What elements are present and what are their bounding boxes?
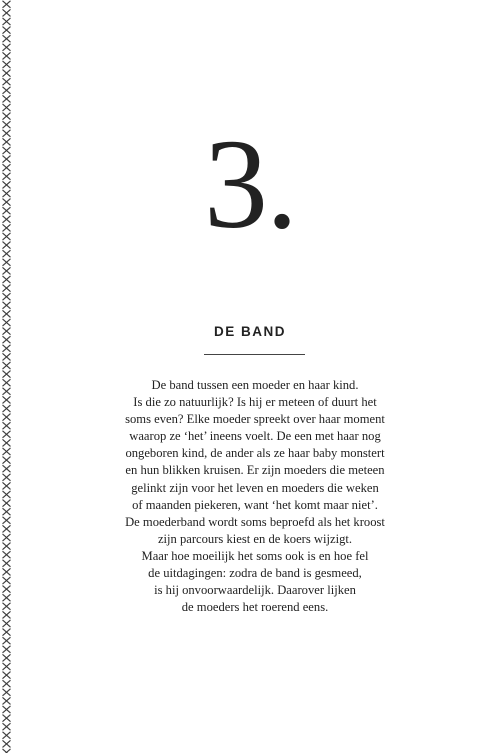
intro-line: zijn parcours kiest en de koers wijzigt. [157,531,353,546]
intro-line: Maar hoe moeilijk het soms ook is en hoe fel [141,548,369,563]
intro-line: ongeboren kind, de ander als ze haar baby monstert [125,446,385,461]
intro-line: waarop ze ‘het’ ineens voelt. De een met haar nog [129,429,381,444]
intro-line: De band tussen een moeder en haar kind. [151,378,359,392]
intro-line: soms even? Elke moeder spreekt over haar moment [125,412,385,427]
title-divider [204,354,305,355]
intro-line: De moederband wordt soms beproefd als het kroost [125,514,385,529]
intro-line: Is die zo natuurlijk? Is hij er meteen of duurt het [133,395,377,410]
intro-line: gelinkt zijn voor het leven en moeders die weken [131,480,379,495]
chapter-title: DE BAND [213,324,286,339]
intro-line: is hij onvoorwaardelijk. Daarover lijken [154,583,356,598]
decorative-cross-border [0,0,14,753]
chapter-number: 3. [204,113,296,255]
intro-line: de uitdagingen: zodra de band is gesmeed, [148,566,362,581]
intro-line: of maanden piekeren, want ‘het komt maar niet’. [132,497,378,512]
intro-line: de moeders het roerend eens. [181,600,329,615]
chapter-intro [110,377,400,616]
intro-line: en hun blikken kruisen. Er zijn moeders die meteen [125,463,385,478]
